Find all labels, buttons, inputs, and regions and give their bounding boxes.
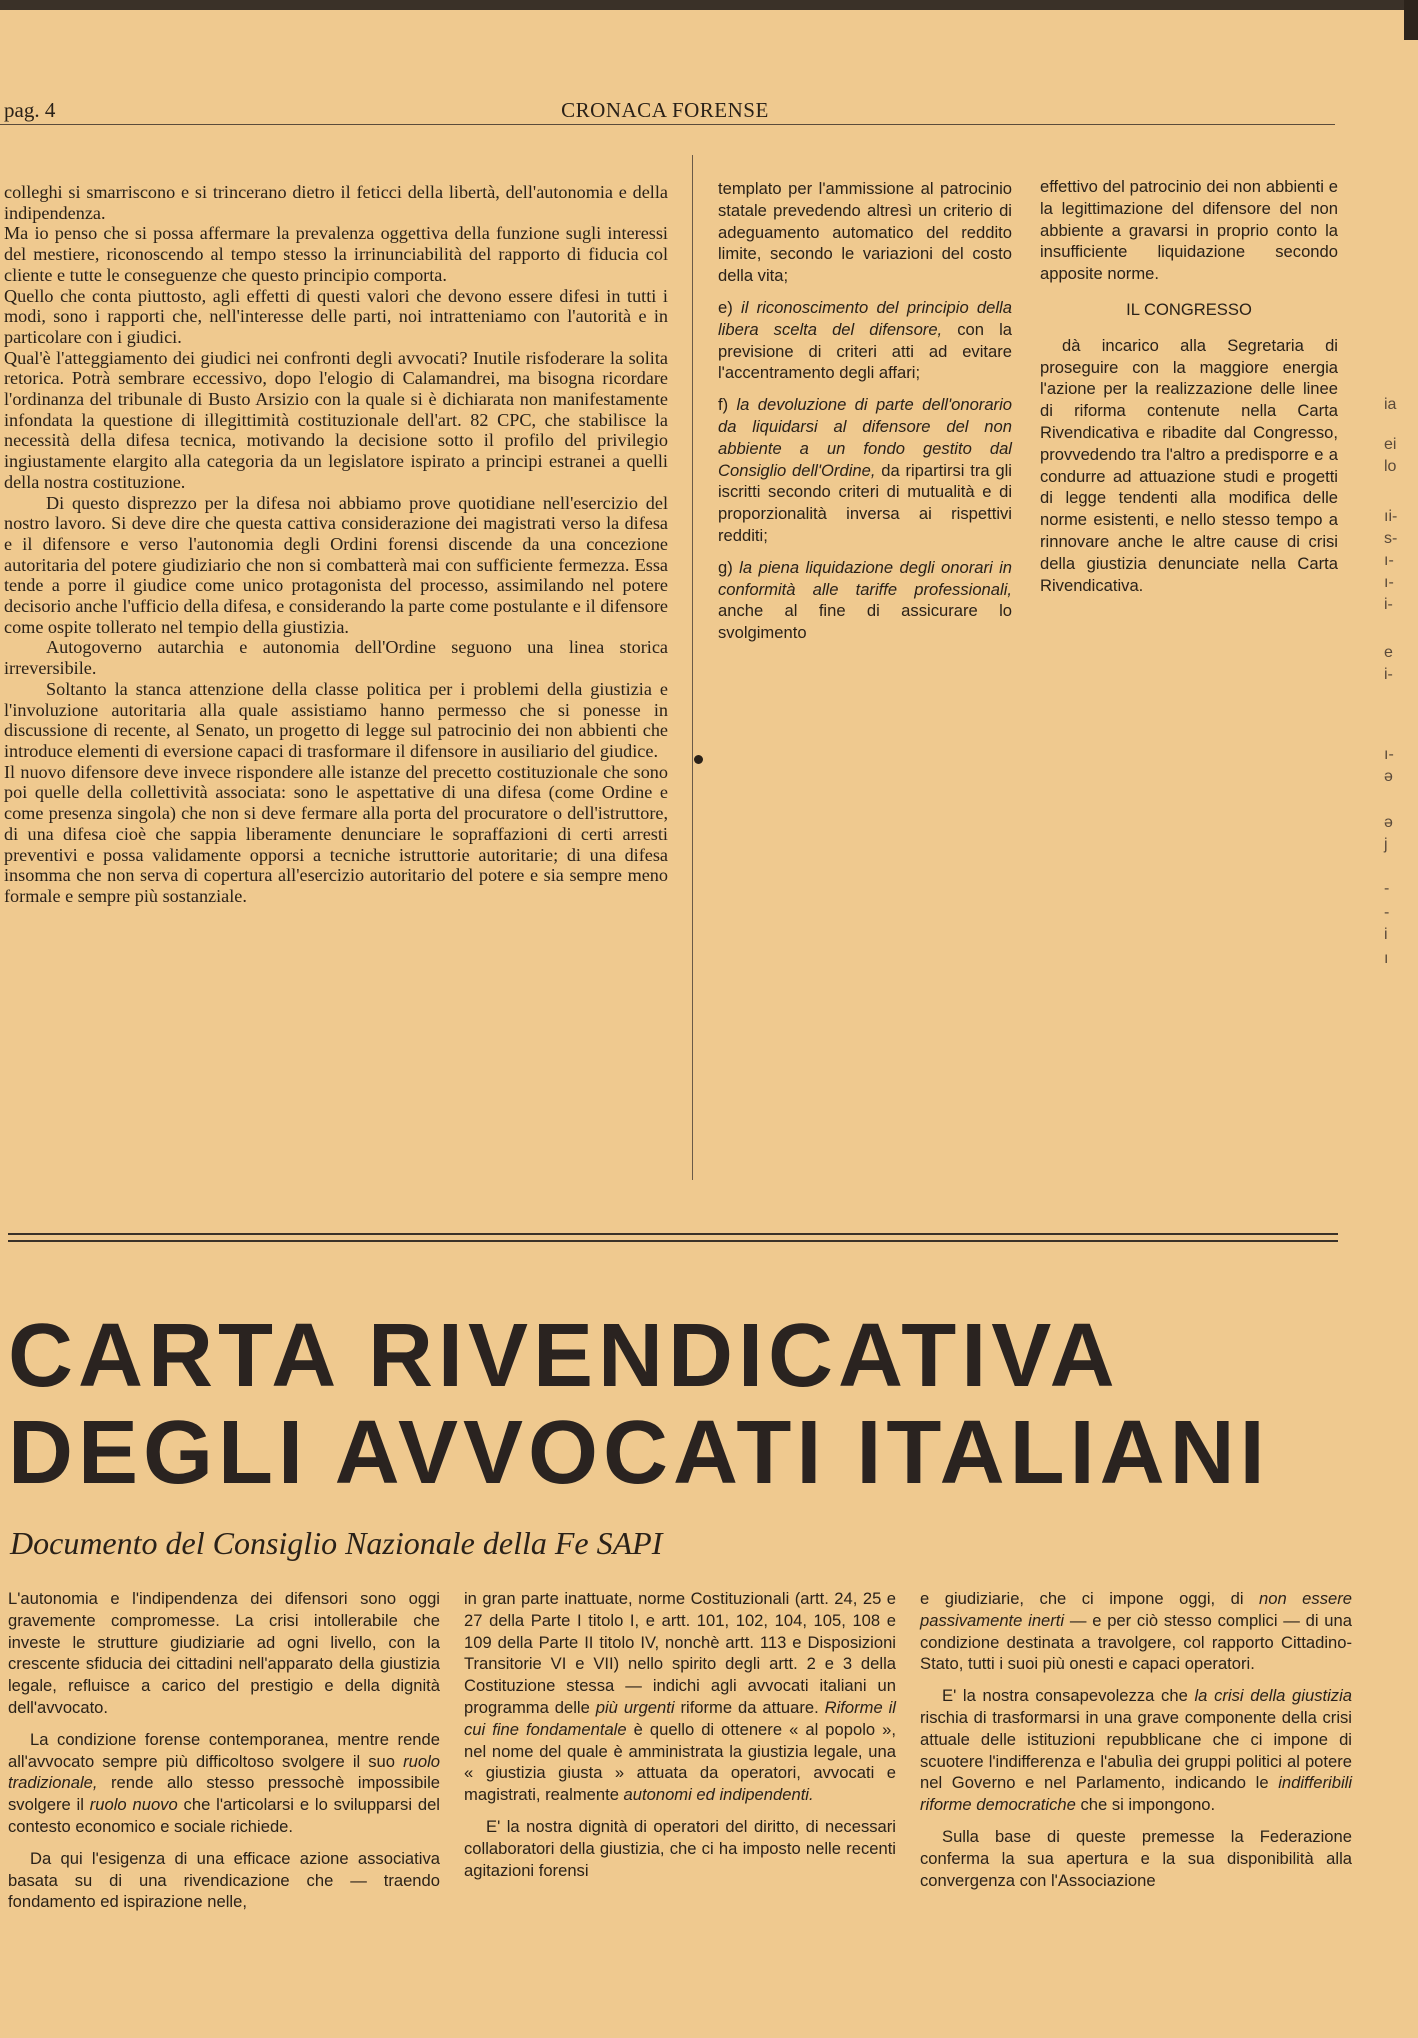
- article-paragraph: E' la nostra dignità di operatori del diritto, di necessari collaboratori della giustizia, che ci ha imposto nelle recenti agitazioni forensi: [464, 1816, 896, 1880]
- editorial-column: [4, 182, 668, 907]
- column-divider: [692, 155, 693, 1180]
- article-column-2: [464, 1588, 896, 1891]
- list-item: templato per l'ammissione al patrocinio statale prevedendo altresì un criterio di adeguamento automatico del reddito limite, secondo le variazioni del costo della vita;: [718, 179, 1012, 286]
- article-subtitle: Documento del Consiglio Nazionale della Fe SAPI: [10, 1525, 663, 1561]
- congress-column: [1040, 176, 1338, 606]
- section-separator: [8, 1233, 1338, 1235]
- page-number: pag. 4: [4, 98, 56, 122]
- reform-list-column: [718, 178, 1012, 654]
- headline-line-1: CARTA RIVENDICATIVA: [8, 1306, 1120, 1406]
- bullet-mark: [694, 755, 703, 764]
- paragraph: Di questo disprezzo per la difesa noi abbiamo prove quotidiane nell'esercizio del nostro lavoro. Si deve dire che questa cattiva considerazione dei magistrati verso la difesa e il difensore e verso l'autonomia degli Ordini forensi discende da una concezione autoritaria del potere giudiziario che non si combatterà mai con sufficiente fermezza. Essa tende a porre il giudice come unico protagonista del processo, assimilando nel potere decisorio anche l'ufficio della difesa, e considerando la parte come postulante e il difensore come ospite tollerato nel tempio della giustizia.: [4, 492, 668, 637]
- paragraph: Il nuovo difensore deve invece rispondere alle istanze del precetto costituzionale che sono poi quelle della collettività associata: sono le aspettative di una difesa (come Ordine e come presenza singola) che non si deve fermare alla porta del procuratore o dell'istruttore, di una difesa cioè che sappia liberamente denunciare le sopraffazioni di certi arresti preventivi e possa validamente opporsi a tecniche istruttorie autoritarie; di una difesa insomma che non serva di copertura all'esercizio autoritario del potere e sia sempre meno formale e sempre più sostanziale.: [4, 761, 668, 906]
- article-paragraph: e giudiziarie, che ci impone oggi, di non essere passivamente inerti — e per ciò stesso complici — di una condizione destinata a travolgere, col rapporto Cittadino-Stato, tutti i suoi più onesti e capaci operatori.: [920, 1589, 1352, 1674]
- list-item: g) la piena liquidazione degli onorari in conformità alle tariffe professionali, anche al fine di assicurare lo svolgimento: [718, 557, 1012, 643]
- paragraph: effettivo del patrocinio dei non abbienti e la legittimazione del difensore del non abbiente a gravarsi in proprio conto la insufficiente liquidazione secondo apposite norme.: [1040, 177, 1338, 284]
- paragraph: Qual'è l'atteggiamento dei giudici nei confronti degli avvocati? Inutile risfoderare la solita retorica. Potrà sembrare eccessivo, dopo l'elogio di Calamandrei, ma bisogna ricordare l'ordinanza del tribunale di Busto Arsizio con la quale si è dichiarata non manifestamente infondata la questione di illegittimità costituzionale dell'art. 82 CPC, che stabilisce la necessità della difesa tecnica, motivando la decisione sotto il profilo del privilegio ingiustamente elargito alla categoria da un legislatore ispirato a principi estranei a quelli della nostra costituzione.: [4, 347, 668, 492]
- article-paragraph: E' la nostra consapevolezza che la crisi della giustizia rischia di trasformarsi in una grave componente della crisi attuale delle istituzioni repubblicane che ci impone di scuotere l'indifferenza e l'abulìa dei gruppi politici al potere nel Governo e nel Parlamento, indicando le indifferibili riforme democratiche che si impongono.: [920, 1686, 1352, 1815]
- headline-line-2: DEGLI AVVOCATI ITALIANI: [8, 1403, 1270, 1503]
- running-header: [0, 98, 1340, 124]
- section-heading: IL CONGRESSO: [1126, 299, 1252, 319]
- header-rule: [0, 124, 1335, 125]
- section-separator: [8, 1240, 1338, 1242]
- article-paragraph: Da qui l'esigenza di una efficace azione associativa basata su di una rivendicazione che — traendo fondamento ed ispirazione nelle,: [8, 1848, 440, 1912]
- list-item: f) la devoluzione di parte dell'onorario da liquidarsi al difensore del non abbiente a un fondo gestito dal Consiglio dell'Ordine, da ripartirsi tra gli iscritti secondo criteri di mutualità e di proporzionalità inversa ai rispettivi redditi;: [718, 395, 1012, 545]
- paragraph: Ma io penso che si possa affermare la prevalenza oggettiva della funzione sugli interessi del mestiere, riconoscendo al tempo stesso la irrinunciabilità del rapporto di fiducia col cliente e tutte le conseguenze che questo principio comporta.: [4, 223, 668, 285]
- list-item: e) il riconoscimento del principio della libera scelta del difensore, con la previsione di criteri atti ad evitare l'accentramento degli affari;: [718, 297, 1012, 383]
- article-column-3: [920, 1588, 1352, 1901]
- paragraph: Autogoverno autarchia e autonomia dell'Ordine seguono una linea storica irreversibile.: [4, 637, 668, 679]
- paragraph: colleghi si smarriscono e si trincerano dietro il feticci della libertà, dell'autonomia e della indipendenza.: [4, 182, 668, 223]
- article-paragraph: La condizione forense contemporanea, mentre rende all'avvocato sempre più difficoltoso svolgere il suo ruolo tradizionale, rende allo stesso pressochè impossibile svolgere il ruolo nuovo che l'articolarsi e lo svilupparsi del contesto economico e sociale richiede.: [8, 1729, 440, 1836]
- article-paragraph: Sulla base di queste premesse la Federazione conferma la sua apertura e la sua disponibilità alla convergenza con l'Associazione: [920, 1826, 1352, 1890]
- article-column-1: [8, 1588, 440, 1923]
- scan-right-edge: [1404, 0, 1418, 40]
- paragraph: dà incarico alla Segretaria di proseguire con la maggiore energia l'azione per la realizzazione delle linee di riforma contenute nella Carta Rivendicativa e ribadite dal Congresso, provvedendo tra l'altro a predisporre e a condurre ad attuazione studi e progetti di legge tendenti alla modifica delle norme esistenti, e nello stesso tempo a rinnovare anche le altre cause di crisi della giustizia denunciate nella Carta Rivendicativa.: [1040, 335, 1338, 595]
- publication-title: CRONACA FORENSE: [561, 98, 769, 122]
- article-paragraph: in gran parte inattuate, norme Costituzionali (artt. 24, 25 e 27 della Parte I titolo I, e artt. 101, 102, 104, 105, 108 e 109 della Parte II titolo IV, nonchè artt. 113 e Disposizioni Transitorie VI e VII) nello spirito degli artt. 2 e 3 della Costituzione stessa — indichi agli avvocati italiani un programma delle più urgenti riforme da attuare. Riforme il cui fine fondamentale è quello di ottenere « al popolo », nel nome del quale è amministrata la giustizia legale, una « giustizia giusta » attuata da operatori, avvocati e magistrati, realmente autonomi ed indipendenti.: [464, 1589, 896, 1805]
- paragraph: Soltanto la stanca attenzione della classe politica per i problemi della giustizia e l'involuzione autoritaria alla quale assistiamo hanno permesso che si ponesse in discussione di recente, al Senato, un progetto di legge sul patrocinio dei non abbienti che introduce elementi di eversione capaci di trasformare il difensore in ausiliario del giudice.: [4, 678, 668, 761]
- scan-top-edge: [0, 0, 1418, 10]
- article-paragraph: L'autonomia e l'indipendenza dei difensori sono oggi gravemente compromesse. La crisi intollerabile che investe le strutture giudiziarie ad ogni livello, con la crescente sfiducia dei cittadini nell'apparato della giustizia legale, refluisce a carico del prestigio e della dignità dell'avvocato.: [8, 1589, 440, 1717]
- paragraph: Quello che conta piuttosto, agli effetti di questi valori che devono essere difesi in tutti i modi, sono i rapporti che, nell'interesse delle parti, noi intratteniamo con l'autorità e in particolare con i giudici.: [4, 285, 668, 347]
